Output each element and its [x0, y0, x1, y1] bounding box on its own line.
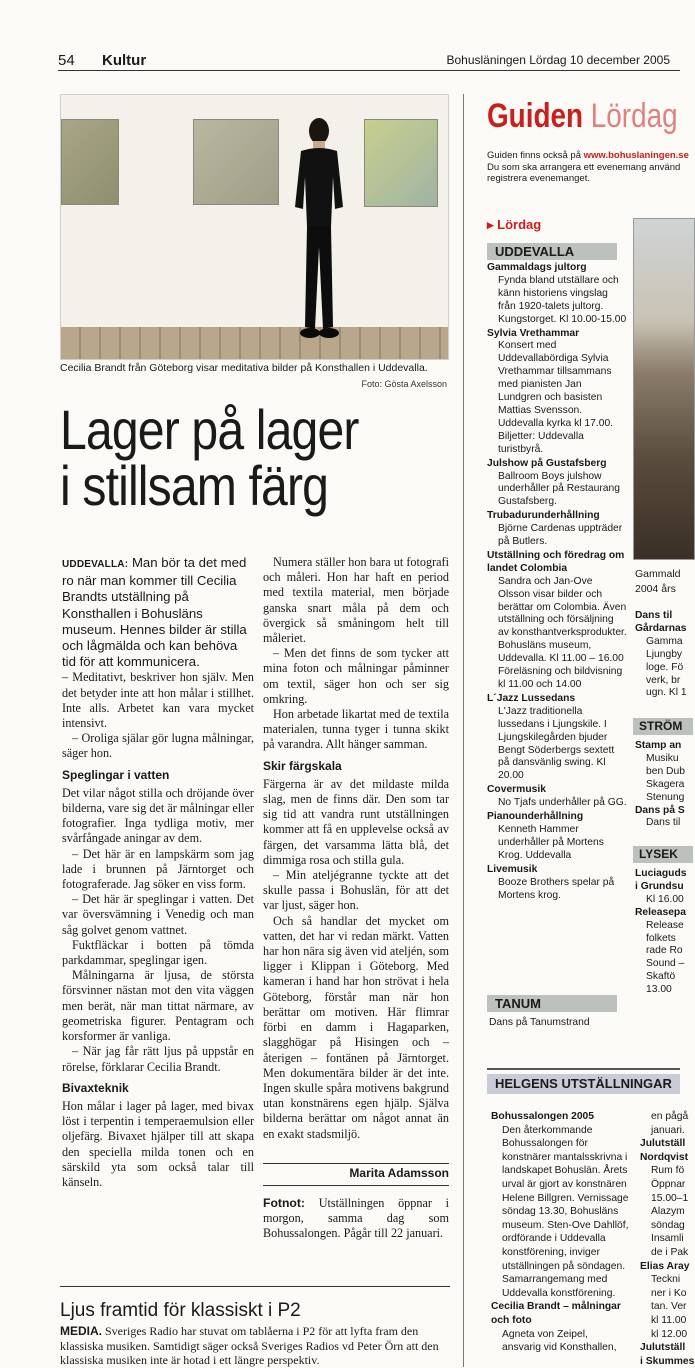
- cropped-line: Dans til: [646, 817, 681, 829]
- cropped-line: kl 11.00: [651, 1314, 687, 1326]
- p2-headline: Ljus framtid för klassiskt i P2: [60, 1300, 301, 1321]
- cropped-line: Rum fö: [651, 1165, 685, 1177]
- event-desc: Konsert med Uddevallabördiga Sylvia Vrethammar tillsammans med pianisten Jan Lundgren och basisten Mattias Svensson. Uddevalla kyrka kl 17.00. Biljetter: Uddevalla turistbyrå.: [498, 340, 614, 455]
- cropped-line: ben Dub: [646, 765, 685, 777]
- jultorg-photo-caption: [635, 567, 681, 597]
- exhibition-list-cropped: [640, 1110, 695, 1368]
- paragraph: – Det här är speglingar i vatten. Det var översvämning i Venedig och man såg golvet genom vattnet.: [62, 892, 254, 937]
- cropped-line: januari.: [651, 1124, 685, 1136]
- cropped-line: rade Ro: [646, 945, 683, 957]
- subheading: Skir färgskala: [263, 758, 342, 773]
- cropped-line: Gamma: [646, 635, 683, 647]
- cropped-line: Julutställ: [640, 1342, 686, 1354]
- photo-caption: Cecilia Brandt från Göteborg visar meditativa bilder på Konsthallen i Uddevalla.: [60, 362, 428, 374]
- guiden-title-day: Lördag: [590, 97, 678, 135]
- paragraph: Färgerna är av det mildaste milda slag, men de finns där. Den som tar sig tid att vandra runt utställningen kommer att få en upplevelse också av färgen, det varsamma lätta blå, det dimmiga rosa och stilla gula.: [263, 776, 449, 867]
- event-desc: Sandra och Jan-Ove Olsson visar bilder och berättar om Colombia. Även utställning och försäljning av konsthantverksprodukter. Bohusläns museum, Uddevalla. Kl 11.00 – 16.00 Föreläsning och bildvisning kl 11.00 och 14.00: [498, 575, 627, 690]
- paragraph: – När jag får rätt ljus på uppstår en rörelse, förklarar Cecilia Brandt.: [62, 1044, 254, 1074]
- cropped-line: Insamli: [651, 1233, 684, 1245]
- cropped-line: Ljungby: [646, 648, 683, 660]
- guiden-info-line: Du som ska arrangera ett evenemang använd: [487, 161, 681, 173]
- wooden-floor: [61, 327, 448, 359]
- paragraph: – Min ateljégranne tyckte att det skulle passa i Bohuslän, för att det var ljust, säger hon.: [263, 868, 449, 913]
- cropped-line: tan. Ver: [651, 1301, 687, 1313]
- painting-middle: [193, 119, 279, 205]
- cropped-line: i Skummes: [640, 1355, 695, 1367]
- cropped-line: Musiku: [646, 752, 679, 764]
- column-rule: [463, 94, 464, 1367]
- event-desc: Booze Brothers spelar på Mortens krog.: [498, 876, 615, 901]
- footnote-label: Fotnot:: [263, 1196, 305, 1210]
- subheading: Speglingar i vatten: [62, 767, 170, 782]
- event-title: Sylvia Vrethammar: [487, 327, 580, 339]
- cropped-line: Kl 16.00: [646, 893, 684, 905]
- cropped-line: de i Pak: [651, 1246, 689, 1258]
- photo-credit: Foto: Gösta Axelsson: [361, 379, 447, 389]
- paragraph: Hon målar i lager på lager, med bivax löst i terpentin i temperaemulsion eller oljefärg. Bivaxet hjälper till att skapa den speciella milda tonen och en särskild yta som också talar till känseln.: [62, 1098, 254, 1189]
- caption-line: 2004 års: [635, 583, 676, 595]
- dateline: UDDEVALLA:: [62, 559, 129, 570]
- cropped-event-text: [635, 868, 695, 997]
- byline-rule: [263, 1185, 449, 1186]
- article-photo: [60, 94, 449, 360]
- cropped-line: kl 12.00: [651, 1328, 688, 1340]
- cropped-line: Elias Aray: [640, 1260, 690, 1272]
- cropped-line: söndag: [651, 1219, 685, 1231]
- p2-body: Sveriges Radio har stuvat om tablåerna i P2 för att lyfta fram den klassiska musiken. Samtidigt säger också Sveriges Radios vd Peter Örn att den klassiska musiken inte är hotad i ett längre perspektiv.: [60, 1324, 439, 1367]
- headline-line-2: i stillsam färg: [60, 454, 329, 517]
- event-title: Covermusik: [487, 784, 546, 796]
- day-heading: [487, 217, 541, 233]
- cropped-line: Gårdarnas: [635, 622, 687, 634]
- cropped-line: 13.00: [646, 984, 672, 996]
- location-bar-tanum: TANUM: [487, 995, 617, 1012]
- headline: [60, 398, 404, 517]
- paper-date: Bohusläningen Lördag 10 december 2005: [446, 53, 670, 67]
- footnote-text: Utställningen öppnar i morgon, samma dag som Bohussalongen. Pågår till 22 januari.: [263, 1196, 450, 1241]
- cropped-line: Stamp an: [635, 740, 682, 751]
- guiden-title-bold: Guiden: [487, 97, 584, 135]
- paragraph: Hon arbetade likartat med de textila materialen, tunna tyger i tunna skikt på varandra. Allt hänger samman.: [263, 707, 449, 752]
- guiden-info-prefix: Guiden finns också på: [487, 150, 584, 161]
- exhibition-list: [491, 1110, 629, 1355]
- cropped-line: Dans på S: [635, 804, 685, 816]
- cropped-line: Release: [646, 919, 684, 931]
- subheading: Bivaxteknik: [62, 1080, 129, 1095]
- cropped-line: Julutställ: [640, 1138, 686, 1150]
- article-separator: [60, 1286, 450, 1287]
- paragraph: Fuktfläckar i botten på tömda parkdammar, speglingar igen.: [62, 937, 254, 968]
- caption-line: Gammald: [635, 568, 681, 580]
- exhibition-desc: Den återkommande Bohussalongen för konstnärer mantalsskrivna i landskapet Bohuslän. Årets urval är gjort av konstnären Helene Billgren. Vernissage söndag 13.30, Bohusläns museum. Sten-Ove Dahllöf, ordförande i Uddevalla konstförening, inviger utställningen på söndagen. Samarrangemang med Uddevalla konstförening.: [502, 1124, 629, 1299]
- paragraph: – Det här är en lampskärm som jag lade i brunnen på Järntorget och fotograferade. Jag söker en viss form.: [62, 846, 254, 892]
- arrow-right-icon: ▸: [487, 217, 494, 232]
- event-desc: Björne Cardenas uppträder på Butlers.: [498, 523, 623, 548]
- cropped-line: Releasepa: [635, 906, 686, 918]
- cropped-event-text: [635, 610, 695, 700]
- location-bar-lysekil: LYSEK: [633, 846, 693, 863]
- cropped-line: ner i Ko: [651, 1287, 687, 1299]
- footnote: [263, 1196, 449, 1242]
- paragraph: Numera ställer hon bara ut fotografi och måleri. Hon har haft en period med textila material, men började ganska snart måla på dem och övergick så småningom helt till måleriet.: [263, 555, 449, 646]
- cropped-line: verk, br: [646, 674, 681, 686]
- cropped-line: en pågå: [651, 1111, 689, 1122]
- byline: Marita Adamsson: [349, 1166, 449, 1180]
- section-rule: [487, 1068, 680, 1070]
- event-desc: Ballroom Boys julshow underhåller på Restaurang Gustafsberg.: [498, 470, 620, 508]
- cropped-line: Teckni: [651, 1274, 681, 1286]
- day-heading-label: Lördag: [497, 217, 542, 232]
- painting-left: [61, 119, 119, 205]
- event-title: Trubadurunderhållning: [487, 510, 600, 522]
- article-column-2: [263, 555, 449, 1142]
- cropped-line: Stenung: [646, 791, 685, 803]
- paragraph: – Men det finns de som tycker att mina foton och målningar påminner om textil, säger hon och ser sig omkring.: [263, 646, 449, 706]
- helgens-heading: HELGENS UTSTÄLLNINGAR: [487, 1074, 680, 1094]
- jultorg-photo: [633, 218, 695, 560]
- cropped-line: ugn. Kl 1: [646, 687, 687, 699]
- event-title: Pianounderhållning: [487, 811, 584, 823]
- cropped-line: Nordqvist: [640, 1151, 689, 1163]
- cropped-line: loge. Fö: [646, 661, 684, 673]
- guiden-title: [487, 97, 678, 136]
- paragraph: Och så handlar det mycket om vatten, det har vi redan märkt. Vatten har hon nära sig även vid ateljén, som ligger i Klippan i Göteborg. Med kameran i hand har hon strövat i hela Göteborg, förstår man när hon berättar om motiven. Här flimrar förbi en damm i Hagaparken, slagghögar på Hisingen och – återigen – fontänen på Järntorget. Men dokumentära bilder är det inte. Ingen skulle spåra motivens bakgrund utan konstnärens egen hjälp. Själva bilderna berättar om något annat än en exakt stadsmiljö.: [263, 913, 449, 1141]
- event-list: [487, 262, 627, 903]
- cropped-line: Skagera: [646, 778, 685, 790]
- cropped-event-text: [635, 740, 695, 830]
- headline-line-1: Lager på lager: [60, 398, 359, 461]
- p2-kicker: MEDIA.: [60, 1324, 102, 1338]
- event-title: Livemusik: [487, 863, 538, 875]
- event-title: Gammaldags jultorg: [487, 262, 587, 273]
- section-name: Kultur: [102, 52, 147, 69]
- cropped-line: Öppnar: [651, 1178, 686, 1190]
- woman-figure: [283, 117, 353, 345]
- cropped-line: Dans til: [635, 610, 673, 621]
- event-title: Julshow på Gustafsberg: [487, 457, 607, 469]
- cropped-line: Alazym: [651, 1206, 685, 1218]
- guiden-info-line: registrera evenemanget.: [487, 173, 590, 184]
- cropped-line: folkets: [646, 932, 676, 944]
- event-title: Dans på Tanumstrand: [489, 1017, 590, 1028]
- paragraph: Målningarna är ljusa, de största försvinner nästan mot den vita väggen men berät, när man tittat närmare, av geometriska figurer. Pentagram och korsformer är vanliga.: [62, 968, 254, 1044]
- event-title: Utställning och föredrag om landet Colombia: [487, 549, 625, 574]
- article-column-1: [62, 555, 254, 1190]
- exhibition-desc: Agneta von Zeipel, ansvarig vid Konsthallen,: [502, 1328, 617, 1354]
- paragraph: Det vilar något stilla och dröjande över bilderna, vare sig det är målningar eller fotografier. Inga tydliga motiv, mer svårfångade aningar av dem.: [62, 785, 254, 846]
- event-desc: Kenneth Hammer underhåller på Mortens Krog. Uddevalla: [498, 823, 604, 861]
- cropped-line: i Grundsu: [635, 880, 684, 892]
- header-rule: [58, 70, 680, 71]
- event-desc: L'Jazz traditionella lussedans i Ljungskile. I Ljungskilegården bjuder Bengt Söderbergs sextett på dansvänlig swing. Kl 20.00: [498, 705, 615, 782]
- event-desc: Fynda bland utställare och känn historiens vingslag från 1920-talets jultorg. Kungstorget. Kl 10.00-15.00: [498, 274, 627, 325]
- cropped-line: Sound –: [646, 958, 685, 970]
- guiden-url: www.bohuslaningen.se: [583, 150, 689, 161]
- paragraph: – Meditativt, beskriver hon själv. Men det betyder inte att hon målar i stillhet. Inte alls. Arbetet kan vara mycket intensivt.: [62, 670, 254, 731]
- paragraph: – Oroliga själar gör lugna målningar, säger hon.: [62, 731, 254, 761]
- p2-text: [60, 1324, 452, 1368]
- exhibition-title: Bohussalongen 2005: [491, 1111, 594, 1122]
- event-title: L´Jazz Lussedans: [487, 692, 576, 704]
- byline-rule: [263, 1163, 449, 1164]
- exhibition-title: Cecilia Brandt – målningar och foto: [491, 1301, 621, 1326]
- cropped-line: 15.00–1: [651, 1192, 689, 1204]
- location-bar-strom: STRÖM: [633, 718, 693, 735]
- guiden-info: [487, 150, 687, 185]
- lead-text: Man bör ta det med ro när man kommer till Cecilia Brandts utställning på Konsthallen i Bohusläns museum. Hennes bilder är stilla och lågmälda och kan behöva tid för att kommunicera.: [62, 555, 247, 670]
- painting-right: [364, 119, 438, 207]
- cropped-line: Luciaguds: [635, 868, 687, 879]
- location-bar-uddevalla: UDDEVALLA: [487, 243, 617, 260]
- page-number: 54: [58, 52, 75, 69]
- event-desc: No Tjafs underhåller på GG.: [498, 797, 627, 809]
- cropped-line: Skaftö: [646, 971, 676, 983]
